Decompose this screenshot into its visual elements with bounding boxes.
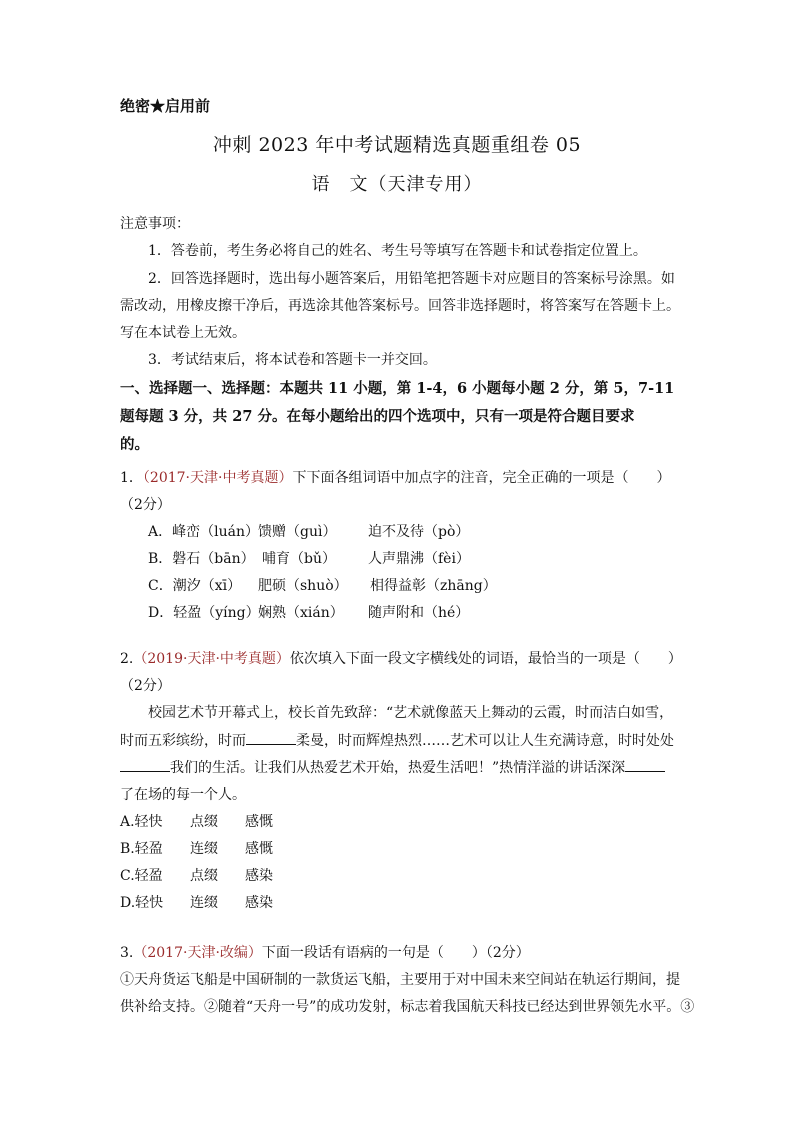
option-word-1: A.轻快 [120, 814, 163, 830]
option-word-3: 随声附和（hé） [368, 605, 470, 621]
section-1-instructions-line-1: 一、选择题一、选择题：本题共 11 小题，第 1-4，6 小题每小题 2 分，第 5，7-11 [120, 380, 675, 397]
question-1-source: （2017·天津·中考真题） [142, 470, 293, 486]
question-2-passage-line-4: 了在场的每一个人。 [120, 787, 246, 803]
question-1-number: 1． [120, 470, 143, 486]
fill-blank-1 [246, 732, 296, 745]
question-1-score: （2分） [120, 497, 171, 513]
question-3-line-2: 供补给支持。②随着“天舟一号”的成功发射，标志着我国航天科技已经达到世界领先水平。③ [120, 999, 695, 1015]
notice-item-1: 1．答卷前，考生务必将自己的姓名、考生号等填写在答题卡和试卷指定位置上。 [148, 243, 647, 259]
question-2-option-a [120, 811, 273, 831]
option-word-2: 连缀 [190, 895, 218, 911]
option-word-3: 感染 [245, 895, 273, 911]
option-word-2: 点缀 [190, 814, 218, 830]
option-label: A．峰峦（luán） [148, 524, 259, 540]
notice-item-2-line-3: 写在本试卷上无效。 [120, 325, 246, 341]
option-word-3: 感慨 [245, 814, 273, 830]
option-word-2: 馈赠（guì） [258, 524, 337, 540]
question-2-option-b [120, 838, 273, 858]
option-word-3: 迫不及待（pò） [368, 524, 470, 540]
question-1-option-c [148, 575, 497, 595]
section-1-instructions-line-2: 题每题 3 分，共 27 分。在每小题给出的四个选项中，只有一项是符合题目要求 [120, 408, 635, 425]
question-2-source: （2019·天津·中考真题） [133, 651, 290, 667]
question-3-text: 下面一段话有语病的一句是（ ）（2分） [261, 945, 530, 961]
question-3-stem [120, 942, 530, 962]
option-label: C．潮汐（xī） [148, 578, 242, 594]
question-3-number: 3. [120, 945, 134, 961]
option-word-2: 连缀 [190, 841, 218, 857]
notice-item-3: 3．考试结束后，将本试卷和答题卡一并交回。 [148, 352, 437, 368]
option-word-1: D.轻快 [120, 895, 164, 911]
option-word-1: B.轻盈 [120, 841, 163, 857]
option-word-2: 肥硕（shuò） [258, 578, 348, 594]
exam-subtitle: 语 文（天津专用） [311, 174, 483, 195]
question-1-option-b [148, 548, 470, 568]
question-1-stem [120, 467, 670, 487]
passage-text: 我们的生活。让我们从热爱艺术开始，热爱生活吧！”热情洋溢的讲话深深 [170, 760, 626, 776]
question-2-number: 2. [120, 651, 134, 667]
section-1-instructions-line-3: 的。 [120, 436, 149, 453]
fill-blank-2 [120, 759, 170, 772]
notice-heading: 注意事项： [120, 216, 190, 232]
option-word-1: C.轻盈 [120, 868, 163, 884]
passage-text: 柔曼，时而辉煌热烈……艺术可以让人生充满诗意，时时处处 [296, 733, 674, 749]
question-1-option-d [148, 602, 470, 622]
secret-label: 绝密★启用前 [120, 97, 211, 115]
notice-item-2-line-1: 2．回答选择题时，选出每小题答案后，用铅笔把答题卡对应题目的答案标号涂黑。如 [148, 271, 675, 287]
option-label: D．轻盈（yíng） [148, 605, 260, 621]
question-1-option-a [148, 521, 470, 541]
question-2-text: 依次填入下面一段文字横线处的词语，最恰当的一项是（ ） [289, 651, 682, 667]
question-2-stem [120, 648, 682, 668]
question-2-passage-line-2 [120, 730, 674, 750]
option-word-3: 相得益彰（zhāng） [370, 578, 497, 594]
question-2-passage-line-1: 校园艺术节开幕式上，校长首先致辞：“艺术就像蓝天上舞动的云霞，时而洁白如雪， [148, 705, 674, 721]
option-word-3: 感慨 [245, 841, 273, 857]
question-3-source: （2017·天津·改编） [133, 945, 262, 961]
exam-title: 冲刺 2023 年中考试题精选真题重组卷 05 [212, 134, 582, 156]
option-word-2: 娴熟（xián） [258, 605, 344, 621]
question-1-text: 下下面各组词语中加点字的注音，完全正确的一项是（ ） [292, 470, 671, 486]
question-2-passage-line-3 [120, 757, 665, 777]
question-2-option-d [120, 892, 273, 912]
passage-text: 时而五彩缤纷，时而 [120, 733, 246, 749]
option-word-2: 哺育（bǔ） [262, 551, 336, 567]
notice-item-2-line-2: 需改动，用橡皮擦干净后，再选涂其他答案标号。回答非选择题时，将答案写在答题卡上。 [120, 298, 680, 314]
option-label: B．磐石（bān） [148, 551, 255, 567]
option-word-3: 人声鼎沸（fèi） [368, 551, 470, 567]
option-word-3: 感染 [245, 868, 273, 884]
option-word-2: 点缀 [190, 868, 218, 884]
question-2-option-c [120, 865, 273, 885]
question-2-score: （2分） [120, 678, 171, 694]
question-3-line-1: ①天舟货运飞船是中国研制的一款货运飞船，主要用于对中国未来空间站在轨运行期间，提 [120, 972, 680, 988]
fill-blank-3 [625, 759, 665, 772]
